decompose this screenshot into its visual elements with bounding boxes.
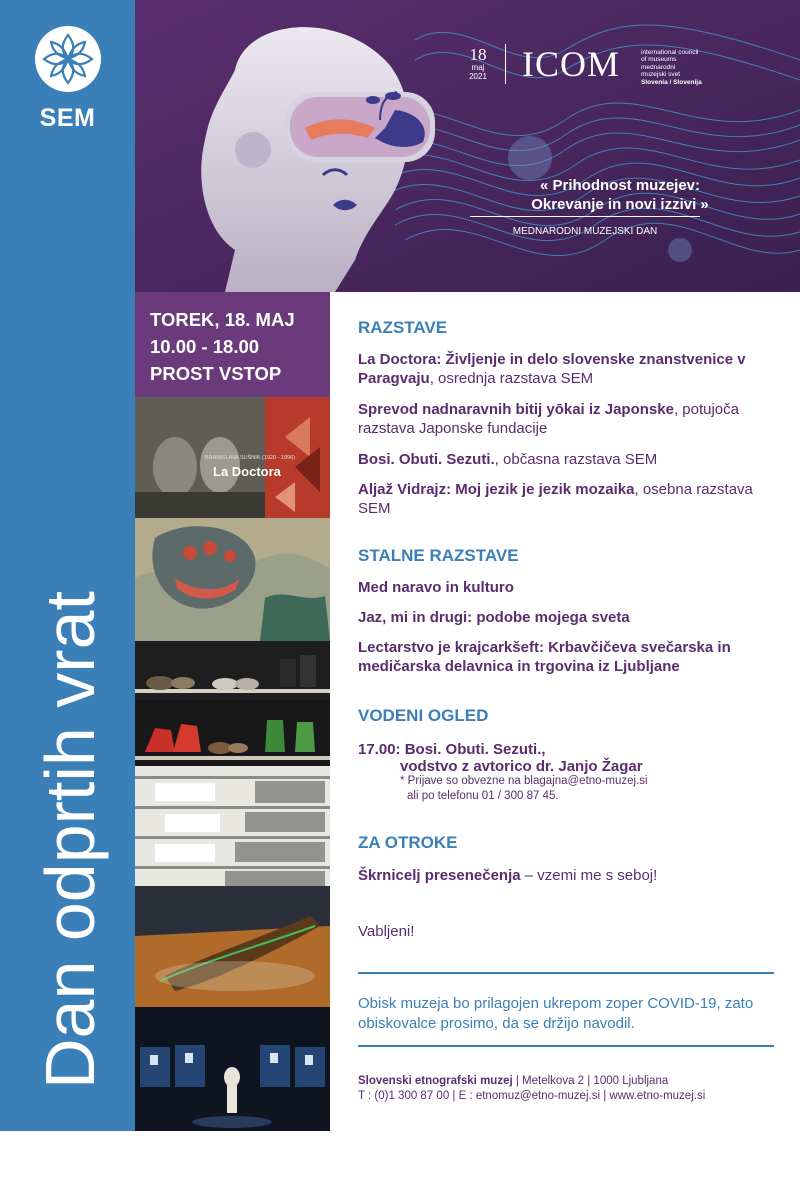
banner-subtitle: MEDNARODNI MUZEJSKI DAN xyxy=(512,226,658,237)
divider xyxy=(358,1045,774,1047)
section-heading-otroke: ZA OTROKE xyxy=(358,833,458,852)
exhibition-title: La Doctora: Življenje in delo slovenske znanstvenice v Paragvaju xyxy=(358,351,746,387)
quote-line-2: Okrevanje in novi izzivi » xyxy=(531,196,709,213)
icom-sub-line: international council xyxy=(641,49,699,56)
icom-year: 2021 xyxy=(469,72,487,81)
exhibition-desc: , občasna razstava SEM xyxy=(494,451,658,468)
permanent-item: Med naravo in kulturo xyxy=(358,579,514,596)
icom-subtitle xyxy=(641,49,721,86)
photo-shoes-2 xyxy=(135,700,330,766)
footer-contact: T : (0)1 300 87 00 | E : etnomuz@etno-muzej.si | www.etno-muzej.si xyxy=(358,1090,706,1102)
permanent-item: Jaz, mi in drugi: podobe mojega sveta xyxy=(358,609,630,626)
date-info xyxy=(150,306,295,387)
logo-text: SEM xyxy=(39,104,96,132)
tour-note-1: * Prijave so obvezne na blagajna@etno-muzej.si xyxy=(400,775,648,787)
exhibition-title: Bosi. Obuti. Sezuti. xyxy=(358,451,495,468)
photo-exhibition-hall xyxy=(135,1007,330,1131)
kids-desc: – vzemi me s seboj! xyxy=(520,867,658,884)
section-heading-razstave: RAZSTAVE xyxy=(358,318,448,337)
event-entry: PROST VSTOP xyxy=(150,363,282,384)
exhibition-item xyxy=(358,350,778,388)
vertical-title: Dan odprtih vrat xyxy=(31,590,109,1090)
exhibition-desc: , potujoča razstava Japonske fundacije xyxy=(358,401,739,437)
tour-note-2: ali po telefonu 01 / 300 87 45. xyxy=(407,790,559,802)
welcome-text: Vabljeni! xyxy=(358,923,415,940)
tour-line-1: 17.00: Bosi. Obuti. Sezuti., xyxy=(358,741,546,758)
divider xyxy=(358,972,774,974)
icom-sub-line: mednarodni xyxy=(641,63,676,71)
banner-divider xyxy=(470,216,700,217)
icom-sub-line: of museums xyxy=(641,56,677,64)
banner-quote xyxy=(470,176,770,214)
exhibition-desc: , osebna razstava SEM xyxy=(358,481,753,517)
photo-shoes-1 xyxy=(135,641,330,700)
icom-sub-line: muzejski svet xyxy=(641,71,681,79)
event-date: TOREK, 18. MAJ xyxy=(150,309,295,330)
exhibition-item xyxy=(358,450,778,469)
doctora-small-caption: BRANISLAVA SUŠNIK (1920 - 1996) xyxy=(205,455,295,461)
section-heading-ogled: VODENI OGLED xyxy=(358,706,489,725)
photo-yokai xyxy=(135,518,330,641)
covid-notice: Obisk muzeja bo prilagojen ukrepom zoper COVID-19, zato obiskovalce prosimo, da se držijo navodil. xyxy=(358,995,754,1032)
icom-divider xyxy=(505,44,506,84)
exhibition-item xyxy=(358,400,778,438)
footer-museum-name: Slovenski etnografski muzej xyxy=(358,1075,513,1087)
exhibition-title: Aljaž Vidrajz: Moj jezik je jezik mozaika xyxy=(358,481,635,498)
icom-date xyxy=(465,46,491,81)
exhibition-title: Sprevod nadnaravnih bitij yōkai iz Japonske xyxy=(358,401,674,418)
event-hours: 10.00 - 18.00 xyxy=(150,336,260,357)
exhibition-desc: , osrednja razstava SEM xyxy=(429,370,594,387)
sem-logo-icon xyxy=(35,26,101,92)
header-banner xyxy=(135,0,800,292)
icom-sub-line: Slovenia / Slovenija xyxy=(641,78,702,86)
quote-line-1: « Prihodnost muzejev: xyxy=(539,177,701,194)
icom-logo-text: ICOM xyxy=(522,44,621,84)
exhibition-item xyxy=(358,480,778,518)
icom-month: maj xyxy=(471,63,485,72)
icom-day: 18 xyxy=(469,45,487,64)
footer-address xyxy=(358,1074,668,1089)
photo-mosaic xyxy=(135,766,330,886)
permanent-item: Lectarstvo je krajcarkšeft: Krbavčičeva svečarska in medičarska delavnica in trgovina iz Ljubljane xyxy=(358,639,731,675)
photo-canoe xyxy=(135,886,330,1007)
tour-line-2: vodstvo z avtorico dr. Janjo Žagar xyxy=(400,758,643,775)
doctora-caption: La Doctora xyxy=(213,464,281,479)
photo-la-doctora xyxy=(135,397,330,518)
footer-address-text: | Metelkova 2 | 1000 Ljubljana xyxy=(512,1075,669,1087)
section-heading-stalne: STALNE RAZSTAVE xyxy=(358,546,519,565)
kids-title: Škrnicelj presenečenja xyxy=(358,867,521,884)
kids-item xyxy=(358,866,778,885)
